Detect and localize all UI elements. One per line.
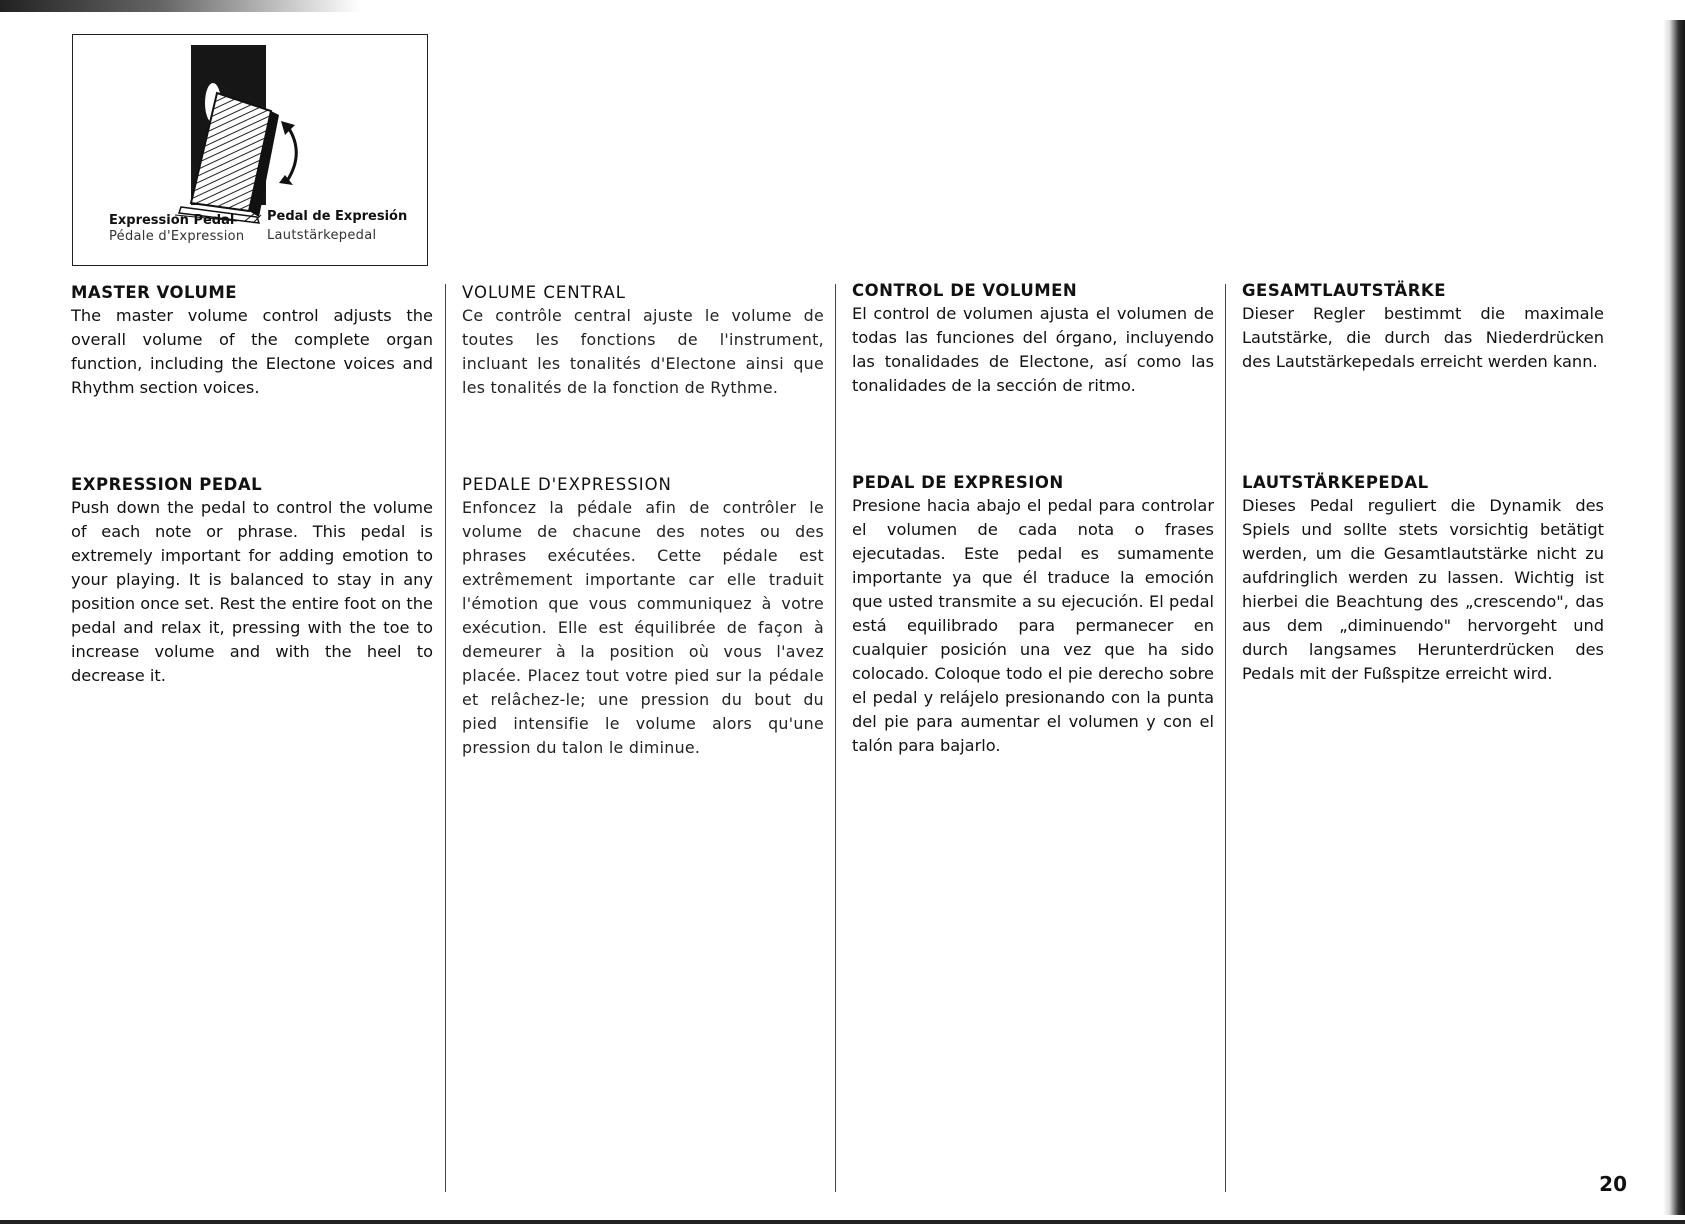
section (462, 474, 824, 760)
section-body: Presione hacia abajo el pedal para controlar el volumen de cada nota o frases ejecutadas. Este pedal es sumamente importante ya que él traduce la emoción que usted transmite a su ejecución. El pedal está equilibrado para permanecer en cualquier posición una vez que ha sido colocado. Coloque todo el pie derecho sobre el pedal y relájelo presionando con la punta del pie para aumentar el volumen y con el talón para bajarlo. (852, 496, 1214, 755)
section-body: El control de volumen ajusta el volumen de todas las funciones del órgano, incluyendo las tonalidades de Electone, así como las tonalidades de la sección de ritmo. (852, 304, 1214, 395)
book-binding-edge (1663, 20, 1685, 1215)
section-heading: CONTROL DE VOLUMEN (852, 281, 1078, 300)
section-heading: GESAMTLAUTSTÄRKE (1242, 281, 1446, 300)
caption-fr: Pédale d'Expression (109, 229, 245, 244)
section-body: Dieses Pedal reguliert die Dynamik des Spiels und sollte stets vorsichtig betätigt werden, um die Gesamtlautstärke nicht zu aufdringlich werden zu lassen. Wichtig ist hierbei die Beachtung des „crescendo", das aus dem „diminuendo" hervorgeht und durch langsames Herunterdrücken des Pedals mit der Fußspitze erreicht wird. (1242, 496, 1604, 683)
section-heading: LAUTSTÄRKEPEDAL (1242, 473, 1429, 492)
page-number: 20 (1599, 1172, 1627, 1196)
section-heading: PEDAL DE EXPRESION (852, 473, 1064, 492)
section-heading: EXPRESSION PEDAL (71, 475, 263, 494)
column-divider (445, 284, 446, 1192)
section-body: The master volume control adjusts the overall volume of the complete organ function, including the Electone voices and Rhythm section voices. (71, 306, 433, 397)
column-english (71, 282, 433, 685)
caption-es: Pedal de Expresión (267, 209, 408, 224)
section (852, 472, 1214, 758)
page-bottom-edge (0, 1220, 1685, 1224)
section (71, 474, 433, 688)
section-body: Push down the pedal to control the volume of each note or phrase. This pedal is extremely important for adding emotion to your playing. It is balanced to stay in any position once set. Rest the entire foot on the pedal and relax it, pressing with the toe to increase volume and with the heel to decrease it. (71, 498, 433, 685)
caption-en: Expression Pedal (109, 213, 235, 228)
column-german (1242, 280, 1604, 683)
section-body: Ce contrôle central ajuste le volume de toutes les fonctions de l'instrument, incluant les tonalités d'Electone ainsi que les tonalités de la fonction de Rythme. (462, 306, 824, 397)
section-heading: PEDALE D'EXPRESSION (462, 475, 672, 494)
section-body: Enfoncez la pédale afin de contrôler le volume de chacune des notes ou des phrases exécutées. Cette pédale est extrêmement importante car elle traduit l'émotion que vous communiquez à votre exécution. Elle est équilibrée de façon à demeurer à la position où vous l'avez placée. Placez tout votre pied sur la pédale et relâchez-le; une pression du bout du pied intensifie le volume alors qu'une pression du talon le diminue. (462, 498, 824, 757)
column-divider (835, 284, 836, 1192)
section-heading: VOLUME CENTRAL (462, 283, 626, 302)
page-edge-shadow (0, 0, 360, 12)
section-heading: MASTER VOLUME (71, 283, 238, 302)
column-spanish (852, 280, 1214, 755)
column-divider (1225, 284, 1226, 1192)
caption-de: Lautstärkepedal (267, 228, 377, 243)
section-body: Dieser Regler bestimmt die maximale Lautstärke, die durch das Niederdrücken des Lautstärkepedals erreicht werden kann. (1242, 304, 1604, 371)
column-french (462, 282, 824, 757)
expression-pedal-figure (72, 34, 428, 266)
section (1242, 472, 1604, 686)
